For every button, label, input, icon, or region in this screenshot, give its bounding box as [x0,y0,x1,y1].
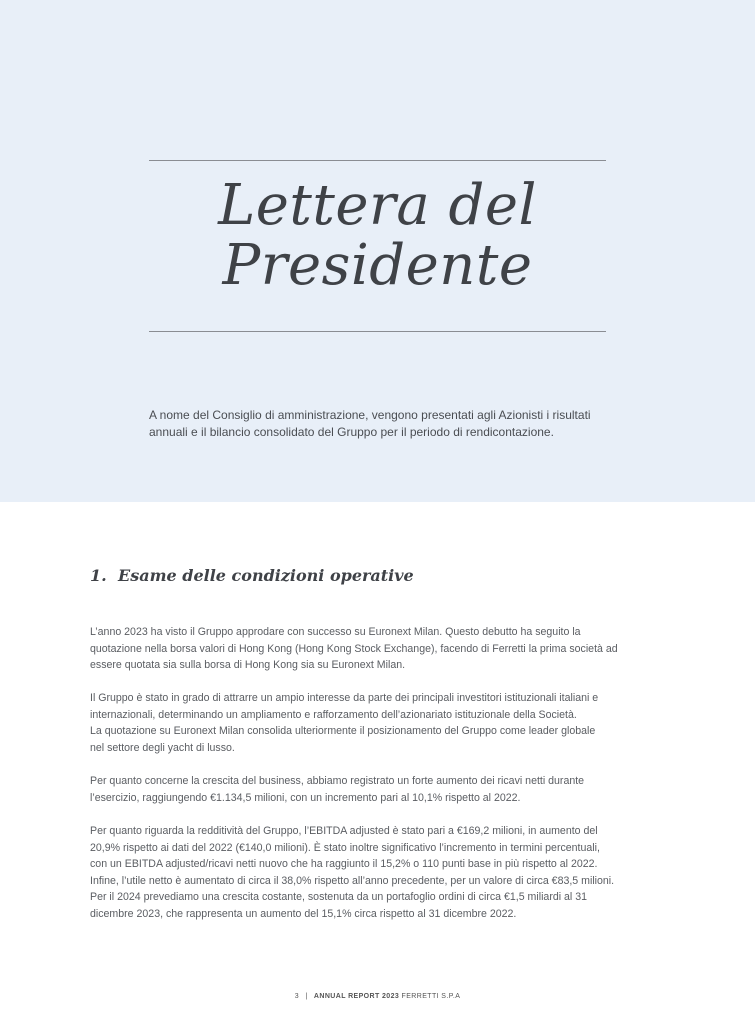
footer-report-label: ANNUAL REPORT 2023 [313,993,400,1000]
footer-separator: | [305,993,308,1000]
body-paragraph-2 [90,690,670,756]
intro-line: A nome del Consiglio di amministrazione, vengono presentati agli Azionisti i risultati [149,408,591,422]
hero-banner [0,0,755,502]
section-title-text: Esame delle condizioni operative [118,566,414,585]
page-footer [0,992,755,1002]
body-line: Per il 2024 prevediamo una crescita costante, sostenuta da un portafoglio ordini di circa €1,5 miliardi al 31 [90,891,588,904]
body-line: Per quanto riguarda la redditività del Gruppo, l’EBITDA adjusted è stato pari a €169,2 milioni, in aumento del [90,825,598,837]
body-line: Per quanto concerne la crescita del business, abbiamo registrato un forte aumento dei ricavi netti durante [90,775,585,787]
body-line: l’esercizio, raggiungendo €1.134,5 milioni, con un incremento pari al 10,1% rispetto al 2022. [90,791,521,804]
body-paragraph-1 [90,624,670,674]
page-title [149,173,606,298]
body-line: Infine, l’utile netto è aumentato di circa il 38,0% rispetto all’anno precedente, per un valore di circa €83,5 milioni. [90,874,615,887]
page-number: 3 [294,993,299,1000]
intro-line: annuali e il bilancio consolidato del Gruppo per il periodo di rendicontazione. [149,425,554,439]
body-line: internazionali, determinando un ampliamento e rafforzamento dell’azionariato istituzionale della Società. [90,708,577,721]
body-line: La quotazione su Euronext Milan consolida ulteriormente il posizionamento del Gruppo come leader globale [90,725,596,738]
intro-paragraph [149,407,619,441]
page-title-line1: Lettera del [218,173,537,238]
body-line: L’anno 2023 ha visto il Gruppo approdare con successo su Euronext Milan. Questo debutto ha seguito la [90,626,581,638]
body-paragraph-4 [90,823,670,923]
body-line: 20,9% rispetto ai dati del 2022 (€140,0 milioni). È stato inoltre significativo l’incremento in termini percentuali, [90,841,600,854]
body-line: Il Gruppo è stato in grado di attrarre un ampio interesse da parte dei principali investitori istituzionali italiani e [90,692,599,704]
page-title-line2: Presidente [222,233,533,298]
section-number: 1. [90,566,107,585]
body-paragraph-3 [90,773,670,806]
title-bottom-rule [149,331,606,332]
body-line: con un EBITDA adjusted/ricavi netti nuovo che ha raggiunto il 15,2% o 110 punti base in più rispetto al 2022. [90,858,598,871]
body-line: quotazione nella borsa valori di Hong Kong (Hong Kong Stock Exchange), facendo di Ferretti la prima società ad [90,642,618,655]
body-line: dicembre 2023, che rappresenta un aumento del 15,1% circa rispetto al 31 dicembre 2022. [90,907,517,920]
section-heading [90,565,665,587]
title-top-rule [149,160,606,161]
body-line: nel settore degli yacht di lusso. [90,741,235,754]
body-line: essere quotata sia sulla borsa di Hong Kong sia su Euronext Milan. [90,659,406,672]
footer-company: FERRETTI S.P.A [401,993,461,1000]
